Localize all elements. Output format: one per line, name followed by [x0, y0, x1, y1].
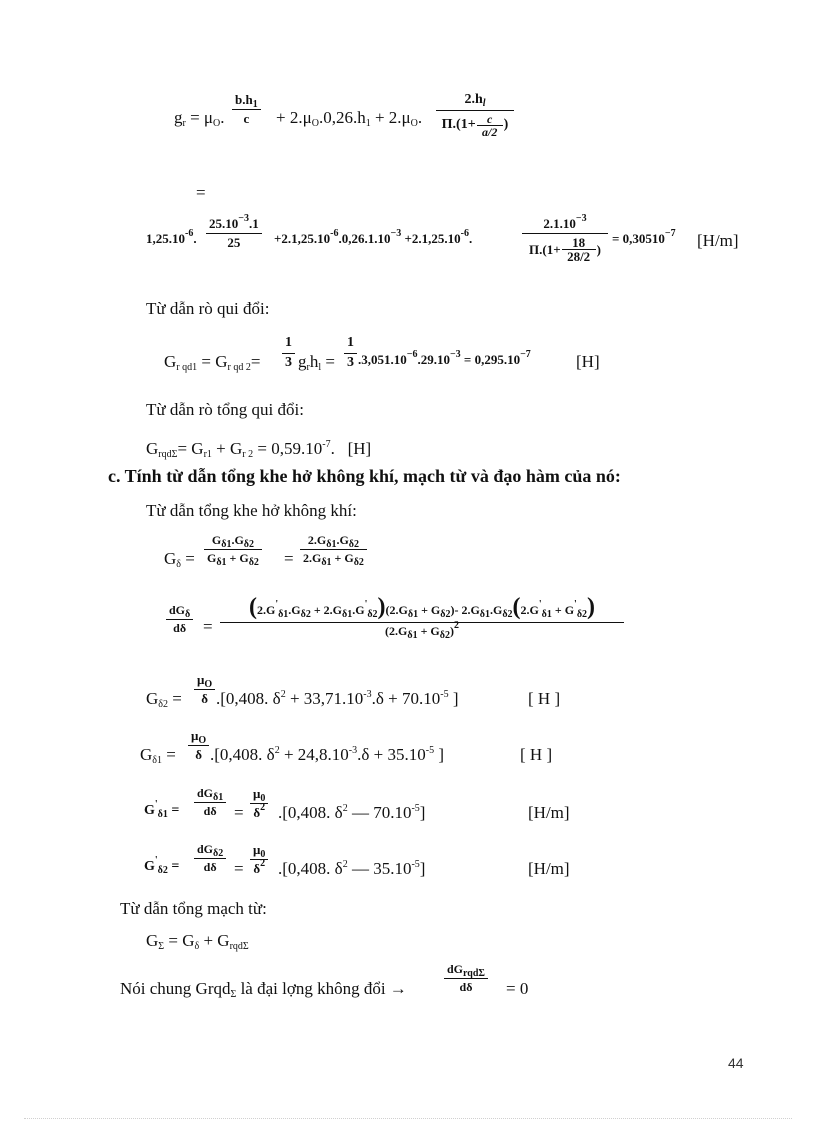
equals-sign: = — [196, 183, 206, 202]
formula-grqd-total: $G_{rqd\Sigma}= G_{r1} + G_{r 2} = 0,59.10^{-7}$. [H] — [146, 439, 372, 460]
formula-g-sigma: $G_\Sigma = G_\delta + G_{rqd\Sigma}$ — [146, 931, 249, 952]
airgap-label: Từ dẫn tổng khe hở không khí: — [146, 501, 357, 520]
unit-label: [H/m] — [697, 231, 739, 250]
section-heading: c. Tính từ dẫn tổng khe hở không khí, mạch từ và đạo hàm của nó: — [108, 466, 621, 486]
page-number: 44 — [728, 1055, 744, 1071]
page-border — [24, 1118, 792, 1119]
circuit-label: Từ dẫn tổng mạch từ: — [120, 899, 267, 918]
leakage-label: Từ dẫn rò qui đổi: — [146, 299, 270, 318]
unit-label: [H] — [576, 352, 600, 371]
leakage-total-label: Từ dẫn rò tổng qui đổi: — [146, 400, 304, 419]
